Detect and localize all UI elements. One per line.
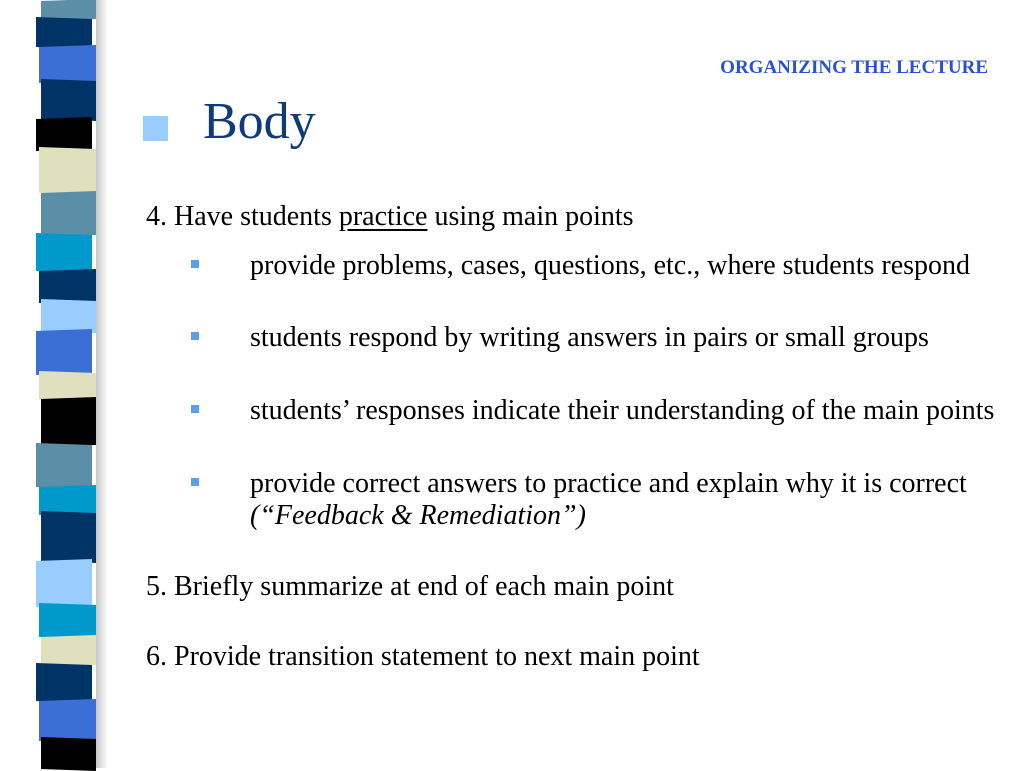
stripe-segment bbox=[36, 663, 92, 703]
decorative-stripe bbox=[30, 0, 100, 768]
stripe-segment bbox=[41, 191, 96, 237]
point-4-prefix: 4. Have students bbox=[146, 201, 339, 232]
stripe-segment bbox=[41, 511, 96, 563]
sub-item: students respond by writing answers in pairs or small groups bbox=[250, 322, 929, 353]
stripe-segment bbox=[41, 635, 96, 667]
sub-item: provide problems, cases, questions, etc., where students respond bbox=[250, 250, 971, 281]
stripe-segment bbox=[36, 233, 92, 273]
stripe-segment bbox=[36, 559, 92, 607]
stripe-segment bbox=[36, 443, 92, 489]
sub-item-text: provide correct answers to practice and explain why it is correct bbox=[250, 468, 967, 499]
stripe-segment bbox=[36, 117, 92, 151]
point-6: 6. Provide transition statement to next main point bbox=[146, 641, 700, 672]
stripe-segment bbox=[39, 699, 96, 741]
point-4-suffix: using main points bbox=[427, 201, 634, 232]
stripe-segment bbox=[39, 269, 96, 303]
point-4 bbox=[146, 200, 634, 233]
point-5: 5. Briefly summarize at end of each main point bbox=[146, 571, 674, 602]
sub-item bbox=[250, 468, 1000, 532]
stripe-segment bbox=[41, 397, 96, 447]
stripe-segment bbox=[41, 737, 96, 771]
stripe-segment bbox=[39, 603, 96, 639]
stripe-segment bbox=[36, 329, 92, 375]
small-square-bullet-icon bbox=[191, 478, 199, 486]
small-square-bullet-icon bbox=[191, 405, 199, 413]
stripe-segment bbox=[41, 299, 96, 333]
small-square-bullet-icon bbox=[191, 332, 199, 340]
stripe-segment bbox=[39, 147, 96, 195]
small-square-bullet-icon bbox=[191, 260, 199, 268]
stripe-segment bbox=[41, 79, 96, 121]
stripe-segment bbox=[36, 17, 92, 49]
sub-item: students’ responses indicate their understanding of the main points bbox=[250, 395, 995, 426]
point-4-underlined: practice bbox=[338, 201, 428, 232]
sub-item-italic: (“Feedback & Remediation”) bbox=[250, 500, 586, 531]
section-header: ORGANIZING THE LECTURE bbox=[720, 57, 988, 78]
square-bullet-icon bbox=[143, 116, 168, 141]
slide-title: Body bbox=[203, 93, 316, 150]
stripe-segment bbox=[39, 45, 96, 83]
